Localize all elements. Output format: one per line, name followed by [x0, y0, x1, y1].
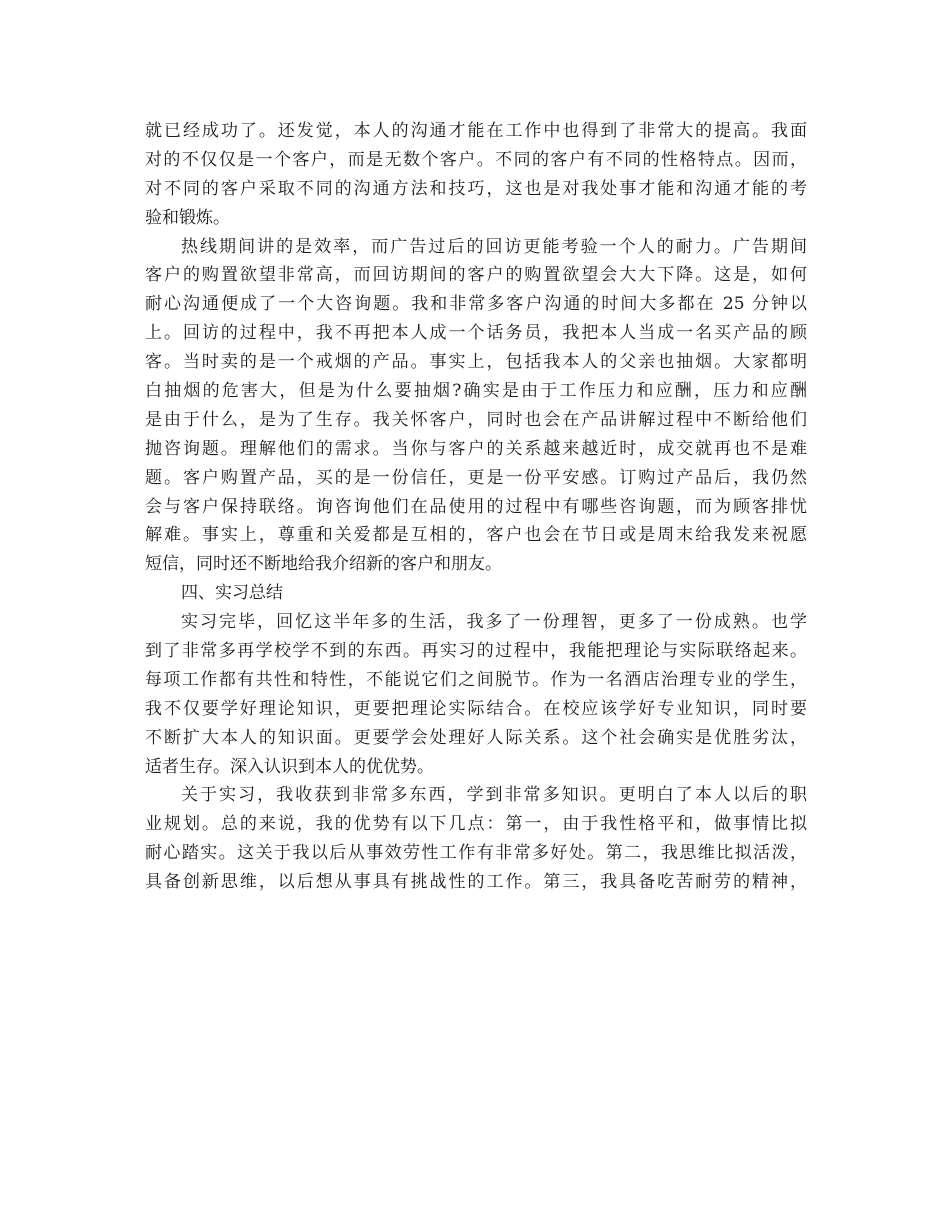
text-line: 题。客户购置产品，买的是一份信任，更是一份平安感。订购过产品后，我仍然	[145, 467, 807, 488]
text-line: 对的不仅仅是一个客户，而是无数个客户。不同的客户有不同的性格特点。因而，	[145, 149, 807, 170]
text-line: 业规划。总的来说，我的优势有以下几点：第一，由于我性格平和，做事情比拟	[145, 814, 807, 835]
text-line: 实习完毕，回忆这半年多的生活，我多了一份理智，更多了一份成熟。也学	[181, 612, 807, 633]
text-line: 验和锻炼。	[145, 207, 230, 228]
text-line: 耐心沟通便成了一个大咨询题。我和非常多客户沟通的时间大多都在 25 分钟以	[145, 294, 807, 315]
document-body	[145, 117, 807, 897]
text-line: 抛咨询题。理解他们的需求。当你与客户的关系越来越近时，成交就再也不是难	[145, 438, 807, 459]
text-line: 适者生存。深入认识到本人的优优势。	[145, 756, 434, 777]
text-line: 具备创新思维，以后想从事具有挑战性的工作。第三，我具备吃苦耐劳的精神，	[145, 872, 807, 893]
text-line: 不断扩大本人的知识面。更要学会处理好人际关系。这个社会确实是优胜劣汰，	[145, 727, 807, 748]
text-line: 对不同的客户采取不同的沟通方法和技巧，这也是对我处事才能和沟通才能的考	[145, 178, 807, 199]
text-line: 耐心踏实。这关于我以后从事效劳性工作有非常多好处。第二，我思维比拟活泼，	[145, 843, 807, 864]
text-line: 热线期间讲的是效率，而广告过后的回访更能考验一个人的耐力。广告期间	[181, 236, 807, 257]
text-line: 我不仅要学好理论知识，更要把理论实际结合。在校应该学好专业知识，同时要	[145, 698, 807, 719]
text-line: 上。回访的过程中，我不再把本人成一个话务员，我把本人当成一名买产品的顾	[145, 323, 807, 344]
text-line: 白抽烟的危害大，但是为什么要抽烟?确实是由于工作压力和应酬，压力和应酬	[145, 381, 807, 402]
text-line: 四、实习总结	[181, 583, 283, 604]
text-line: 是由于什么，是为了生存。我关怀客户，同时也会在产品讲解过程中不断给他们	[145, 409, 807, 430]
text-line: 每项工作都有共性和特性，不能说它们之间脱节。作为一名酒店治理专业的学生，	[145, 669, 807, 690]
text-line: 就已经成功了。还发觉，本人的沟通才能在工作中也得到了非常大的提高。我面	[145, 121, 807, 141]
text-line: 解难。事实上，尊重和关爱都是互相的，客户也会在节日或是周末给我发来祝愿	[145, 525, 807, 546]
text-line: 会与客户保持联络。询咨询他们在品使用的过程中有哪些咨询题，而为顾客排忧	[145, 496, 807, 517]
text-line: 到了非常多再学校学不到的东西。再实习的过程中，我能把理论与实际联络起来。	[145, 641, 807, 662]
text-line: 客户的购置欲望非常高，而回访期间的客户的购置欲望会大大下降。这是，如何	[145, 265, 807, 286]
text-line: 客。当时卖的是一个戒烟的产品。事实上，包括我本人的父亲也抽烟。大家都明	[145, 352, 807, 373]
text-line: 短信，同时还不断地给我介绍新的客户和朋友。	[145, 554, 502, 575]
text-line: 关于实习，我收获到非常多东西，学到非常多知识。更明白了本人以后的职	[181, 785, 807, 806]
